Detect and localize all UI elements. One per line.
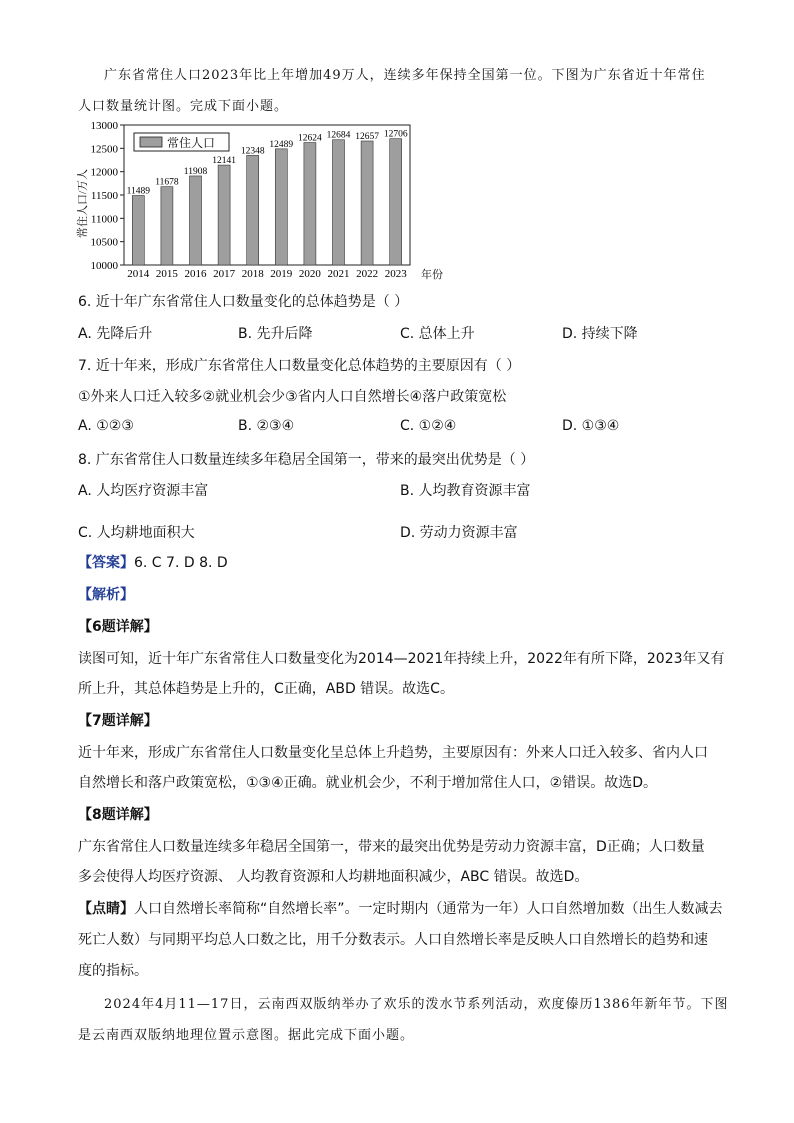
y-tick-label: 10000 bbox=[90, 260, 118, 272]
bar-2016 bbox=[190, 176, 202, 265]
answer-text: 6. C 7. D 8. D bbox=[134, 555, 228, 571]
bar-2017 bbox=[218, 165, 230, 265]
bar-2022 bbox=[361, 141, 373, 265]
next-intro-line-2: 是云南西双版纳地理位置示意图。据此完成下面小题。 bbox=[78, 1028, 415, 1043]
q8-option-b: B. 人均教育资源丰富 bbox=[400, 483, 531, 499]
y-tick-label: 10500 bbox=[90, 236, 118, 249]
x-tick-label-2020: 2020 bbox=[298, 268, 321, 280]
q7-option-a: A. ①②③ bbox=[78, 418, 134, 434]
tip-line-2: 死亡人数）与同期平均总人口数之比，用千分数表示。人口自然增长率是反映人口自然增长的趋势和速 bbox=[78, 932, 708, 948]
x-tick-label-2022: 2022 bbox=[356, 268, 379, 280]
population-bar-chart bbox=[74, 120, 454, 280]
q7-option-b: B. ②③④ bbox=[238, 418, 295, 434]
tip-label: 【点睛】 bbox=[78, 901, 134, 917]
q7-detail-line-1: 近十年来，形成广东省常住人口数量变化呈总体上升趋势，主要原因有：外来人口迁入较多、省内人口 bbox=[78, 745, 708, 761]
y-axis-label: 常住人口/万人 bbox=[77, 168, 89, 238]
bar-2023 bbox=[390, 139, 402, 265]
q7-option-c: C. ①②④ bbox=[400, 418, 457, 434]
bar-2018 bbox=[247, 155, 259, 265]
question-7-stem: 7. 近十年来，形成广东省常住人口数量变化总体趋势的主要原因有（ ） bbox=[78, 358, 521, 374]
question-6-stem: 6. 近十年广东省常住人口数量变化的总体趋势是（ ） bbox=[78, 294, 409, 310]
data-label-2019: 12489 bbox=[269, 139, 294, 150]
q7-detail-label: 【7题详解】 bbox=[78, 713, 158, 729]
legend-label: 常住人口 bbox=[167, 136, 216, 150]
q7-detail-line-2: 自然增长和落户政策宽松，①③④正确。就业机会少，不利于增加常住人口，②错误。故选D。 bbox=[78, 775, 657, 791]
q6-detail-line-1: 读图可知，近十年广东省常住人口数量变化为2014—2021年持续上升，2022年有所下降，2023年又有 bbox=[78, 651, 725, 667]
question-8-stem: 8. 广东省常住人口数量连续多年稳居全国第一，带来的最突出优势是（ ） bbox=[78, 452, 535, 468]
data-label-2022: 12657 bbox=[355, 132, 379, 143]
bar-2021 bbox=[333, 140, 345, 265]
q8-detail-line-1: 广东省常住人口数量连续多年稳居全国第一，带来的最突出优势是劳动力资源丰富，D正确；人口数量 bbox=[78, 839, 705, 855]
q8-option-a: A. 人均医疗资源丰富 bbox=[78, 483, 209, 499]
y-tick-label: 11500 bbox=[90, 190, 118, 202]
answer-line bbox=[78, 552, 228, 572]
bar-2014 bbox=[132, 196, 144, 265]
bar-2020 bbox=[304, 143, 316, 265]
data-label-2015: 11678 bbox=[155, 177, 179, 188]
y-tick-label: 11000 bbox=[90, 213, 118, 226]
next-intro-line-1: 2024年4月11—17日，云南西双版纳举办了欢乐的泼水节系列活动，欢度傣历1386年新年节。下图 bbox=[104, 997, 729, 1012]
answer-label: 【答案】 bbox=[78, 555, 134, 571]
q8-detail-label: 【8题详解】 bbox=[78, 807, 158, 823]
tip-line-1 bbox=[78, 898, 723, 918]
x-tick-label-2015: 2015 bbox=[155, 268, 178, 280]
q6-option-c: C. 总体上升 bbox=[400, 326, 475, 342]
y-tick-label: 13000 bbox=[90, 120, 118, 132]
y-tick-label: 12500 bbox=[90, 143, 118, 156]
bar-2015 bbox=[161, 187, 173, 265]
data-label-2017: 12141 bbox=[212, 156, 236, 167]
x-tick-label-2023: 2023 bbox=[384, 268, 407, 280]
analysis-label: 【解析】 bbox=[78, 587, 134, 603]
bar-2019 bbox=[275, 149, 287, 265]
q7-option-d: D. ①③④ bbox=[562, 418, 620, 434]
x-tick-label-2017: 2017 bbox=[213, 268, 236, 280]
q8-option-d: D. 劳动力资源丰富 bbox=[400, 525, 518, 541]
data-label-2023: 12706 bbox=[383, 129, 408, 140]
data-label-2021: 12684 bbox=[326, 130, 351, 141]
q8-option-c: C. 人均耕地面积大 bbox=[78, 525, 195, 541]
data-label-2018: 12348 bbox=[240, 146, 265, 157]
q6-option-d: D. 持续下降 bbox=[562, 326, 638, 342]
x-tick-label-2016: 2016 bbox=[184, 268, 207, 280]
q6-option-b: B. 先升后降 bbox=[238, 326, 313, 342]
x-tick-label-2021: 2021 bbox=[327, 268, 350, 280]
data-label-2020: 12624 bbox=[298, 133, 322, 144]
tip-line-3: 度的指标。 bbox=[78, 963, 148, 979]
tip-text-1: 人口自然增长率简称“自然增长率”。一定时期内（通常为一年）人口自然增加数（出生人数减去 bbox=[134, 901, 723, 917]
question-7-note: ①外来人口迁入较多②就业机会少③省内人口自然增长④落户政策宽松 bbox=[78, 389, 507, 405]
intro-line-2: 人口数量统计图。完成下面小题。 bbox=[78, 99, 289, 114]
q6-detail-line-2: 所上升，其总体趋势是上升的，C正确，ABD 错误。故选C。 bbox=[78, 681, 454, 697]
data-label-2014: 11489 bbox=[126, 186, 151, 197]
y-tick-label: 12000 bbox=[90, 166, 118, 179]
x-tick-label-2014: 2014 bbox=[127, 268, 150, 280]
intro-line-1: 广东省常住人口2023年比上年增加49万人，连续多年保持全国第一位。下图为广东省近十年常住 bbox=[104, 68, 706, 83]
legend-swatch bbox=[140, 137, 162, 147]
x-tick-label-2019: 2019 bbox=[270, 268, 293, 280]
q6-detail-label: 【6题详解】 bbox=[78, 619, 158, 635]
x-axis-label: 年份 bbox=[421, 269, 443, 280]
q8-detail-line-2: 多会使得人均医疗资源、 人均教育资源和人均耕地面积减少，ABC 错误。故选D。 bbox=[78, 869, 589, 885]
x-tick-label-2018: 2018 bbox=[241, 268, 264, 280]
q6-option-a: A. 先降后升 bbox=[78, 326, 153, 342]
data-label-2016: 11908 bbox=[183, 166, 208, 177]
